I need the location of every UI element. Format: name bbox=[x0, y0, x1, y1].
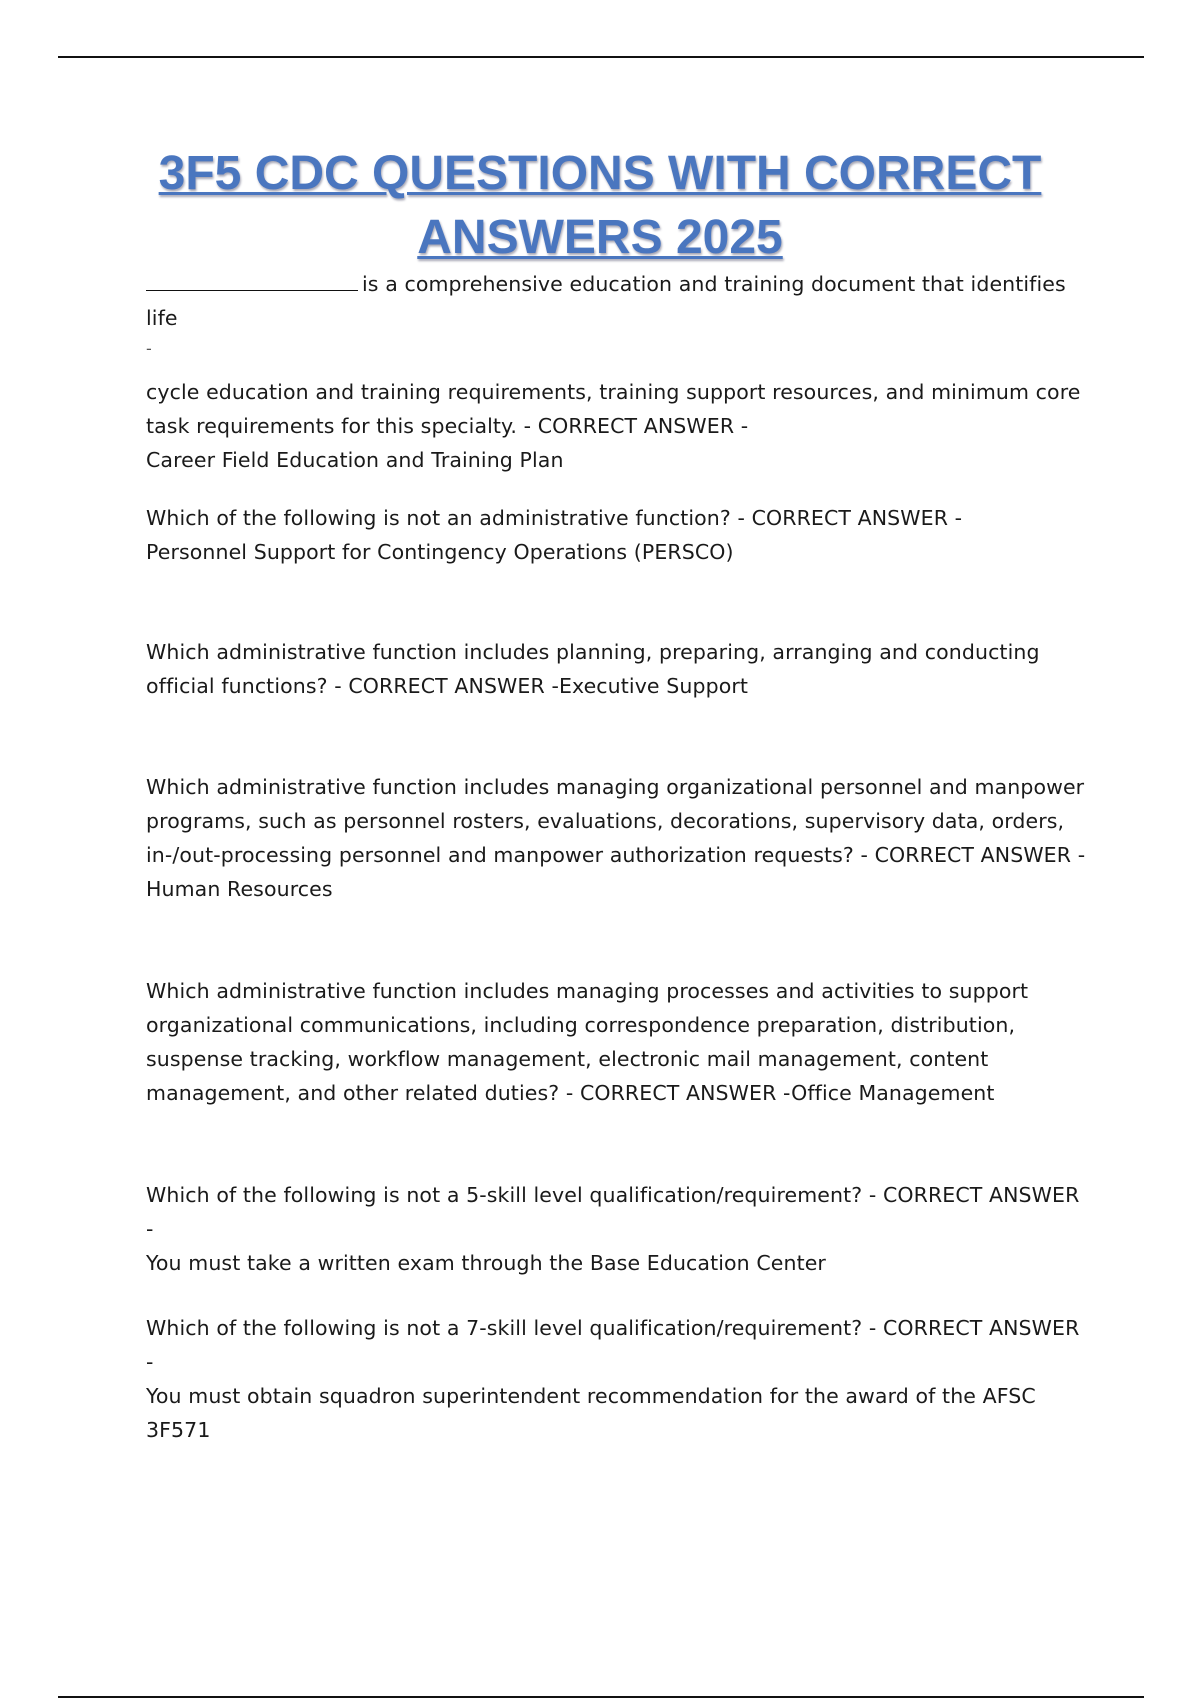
answer-text: You must take a written exam through the Base Education Center bbox=[146, 1251, 826, 1275]
question-text: Which administrative function includes planning, preparing, arranging and conducting official functions? - CORRECT ANSWER -Executive Support bbox=[146, 640, 1040, 698]
question-text: Which administrative function includes managing organizational personnel and manpower programs, such as personnel rosters, evaluations, decorations, supervisory data, orders, in-/out-processing personnel and manpower authorization requests? - CORRECT ANSWER - bbox=[146, 775, 1086, 867]
qa-item-4 bbox=[146, 770, 1088, 906]
fill-in-blank bbox=[146, 268, 358, 291]
document-title: 3F5 CDC QUESTIONS WITH CORRECT ANSWERS 2025 bbox=[158, 147, 1042, 264]
qa-item-2 bbox=[146, 501, 1088, 569]
qa-item-3 bbox=[146, 635, 1088, 703]
qa-item-5 bbox=[146, 974, 1088, 1110]
hyphen-line: - bbox=[146, 339, 152, 358]
qa-item-1 bbox=[146, 267, 1088, 477]
question-text: is a comprehensive education and training document that identifies life bbox=[146, 272, 1066, 330]
qa-item-7 bbox=[146, 1311, 1088, 1447]
bottom-rule bbox=[58, 1696, 1144, 1698]
top-rule bbox=[58, 56, 1144, 58]
answer-text: Human Resources bbox=[146, 877, 333, 901]
question-line bbox=[146, 267, 1088, 335]
question-text: Which of the following is not a 7-skill level qualification/requirement? - CORRECT ANSWER - bbox=[146, 1316, 1080, 1374]
answer-text: Career Field Education and Training Plan bbox=[146, 448, 564, 472]
question-text: Which of the following is not a 5-skill level qualification/requirement? - CORRECT ANSWER - bbox=[146, 1183, 1080, 1241]
question-text: Which of the following is not an administrative function? - CORRECT ANSWER - bbox=[146, 506, 963, 530]
question-text: cycle education and training requirements, training support resources, and minimum core task requirements for this specialty. - CORRECT ANSWER - bbox=[146, 380, 1081, 438]
answer-text: You must obtain squadron superintendent recommendation for the award of the AFSC 3F571 bbox=[146, 1384, 1036, 1442]
question-text: Which administrative function includes managing processes and activities to support organizational communications, including correspondence preparation, distribution, suspense tracking, workflow management, electronic mail management, content management, and other related duties? - CORRECT ANSWER -Office Management bbox=[146, 979, 1029, 1105]
answer-text: Personnel Support for Contingency Operations (PERSCO) bbox=[146, 540, 734, 564]
qa-item-6 bbox=[146, 1178, 1088, 1280]
